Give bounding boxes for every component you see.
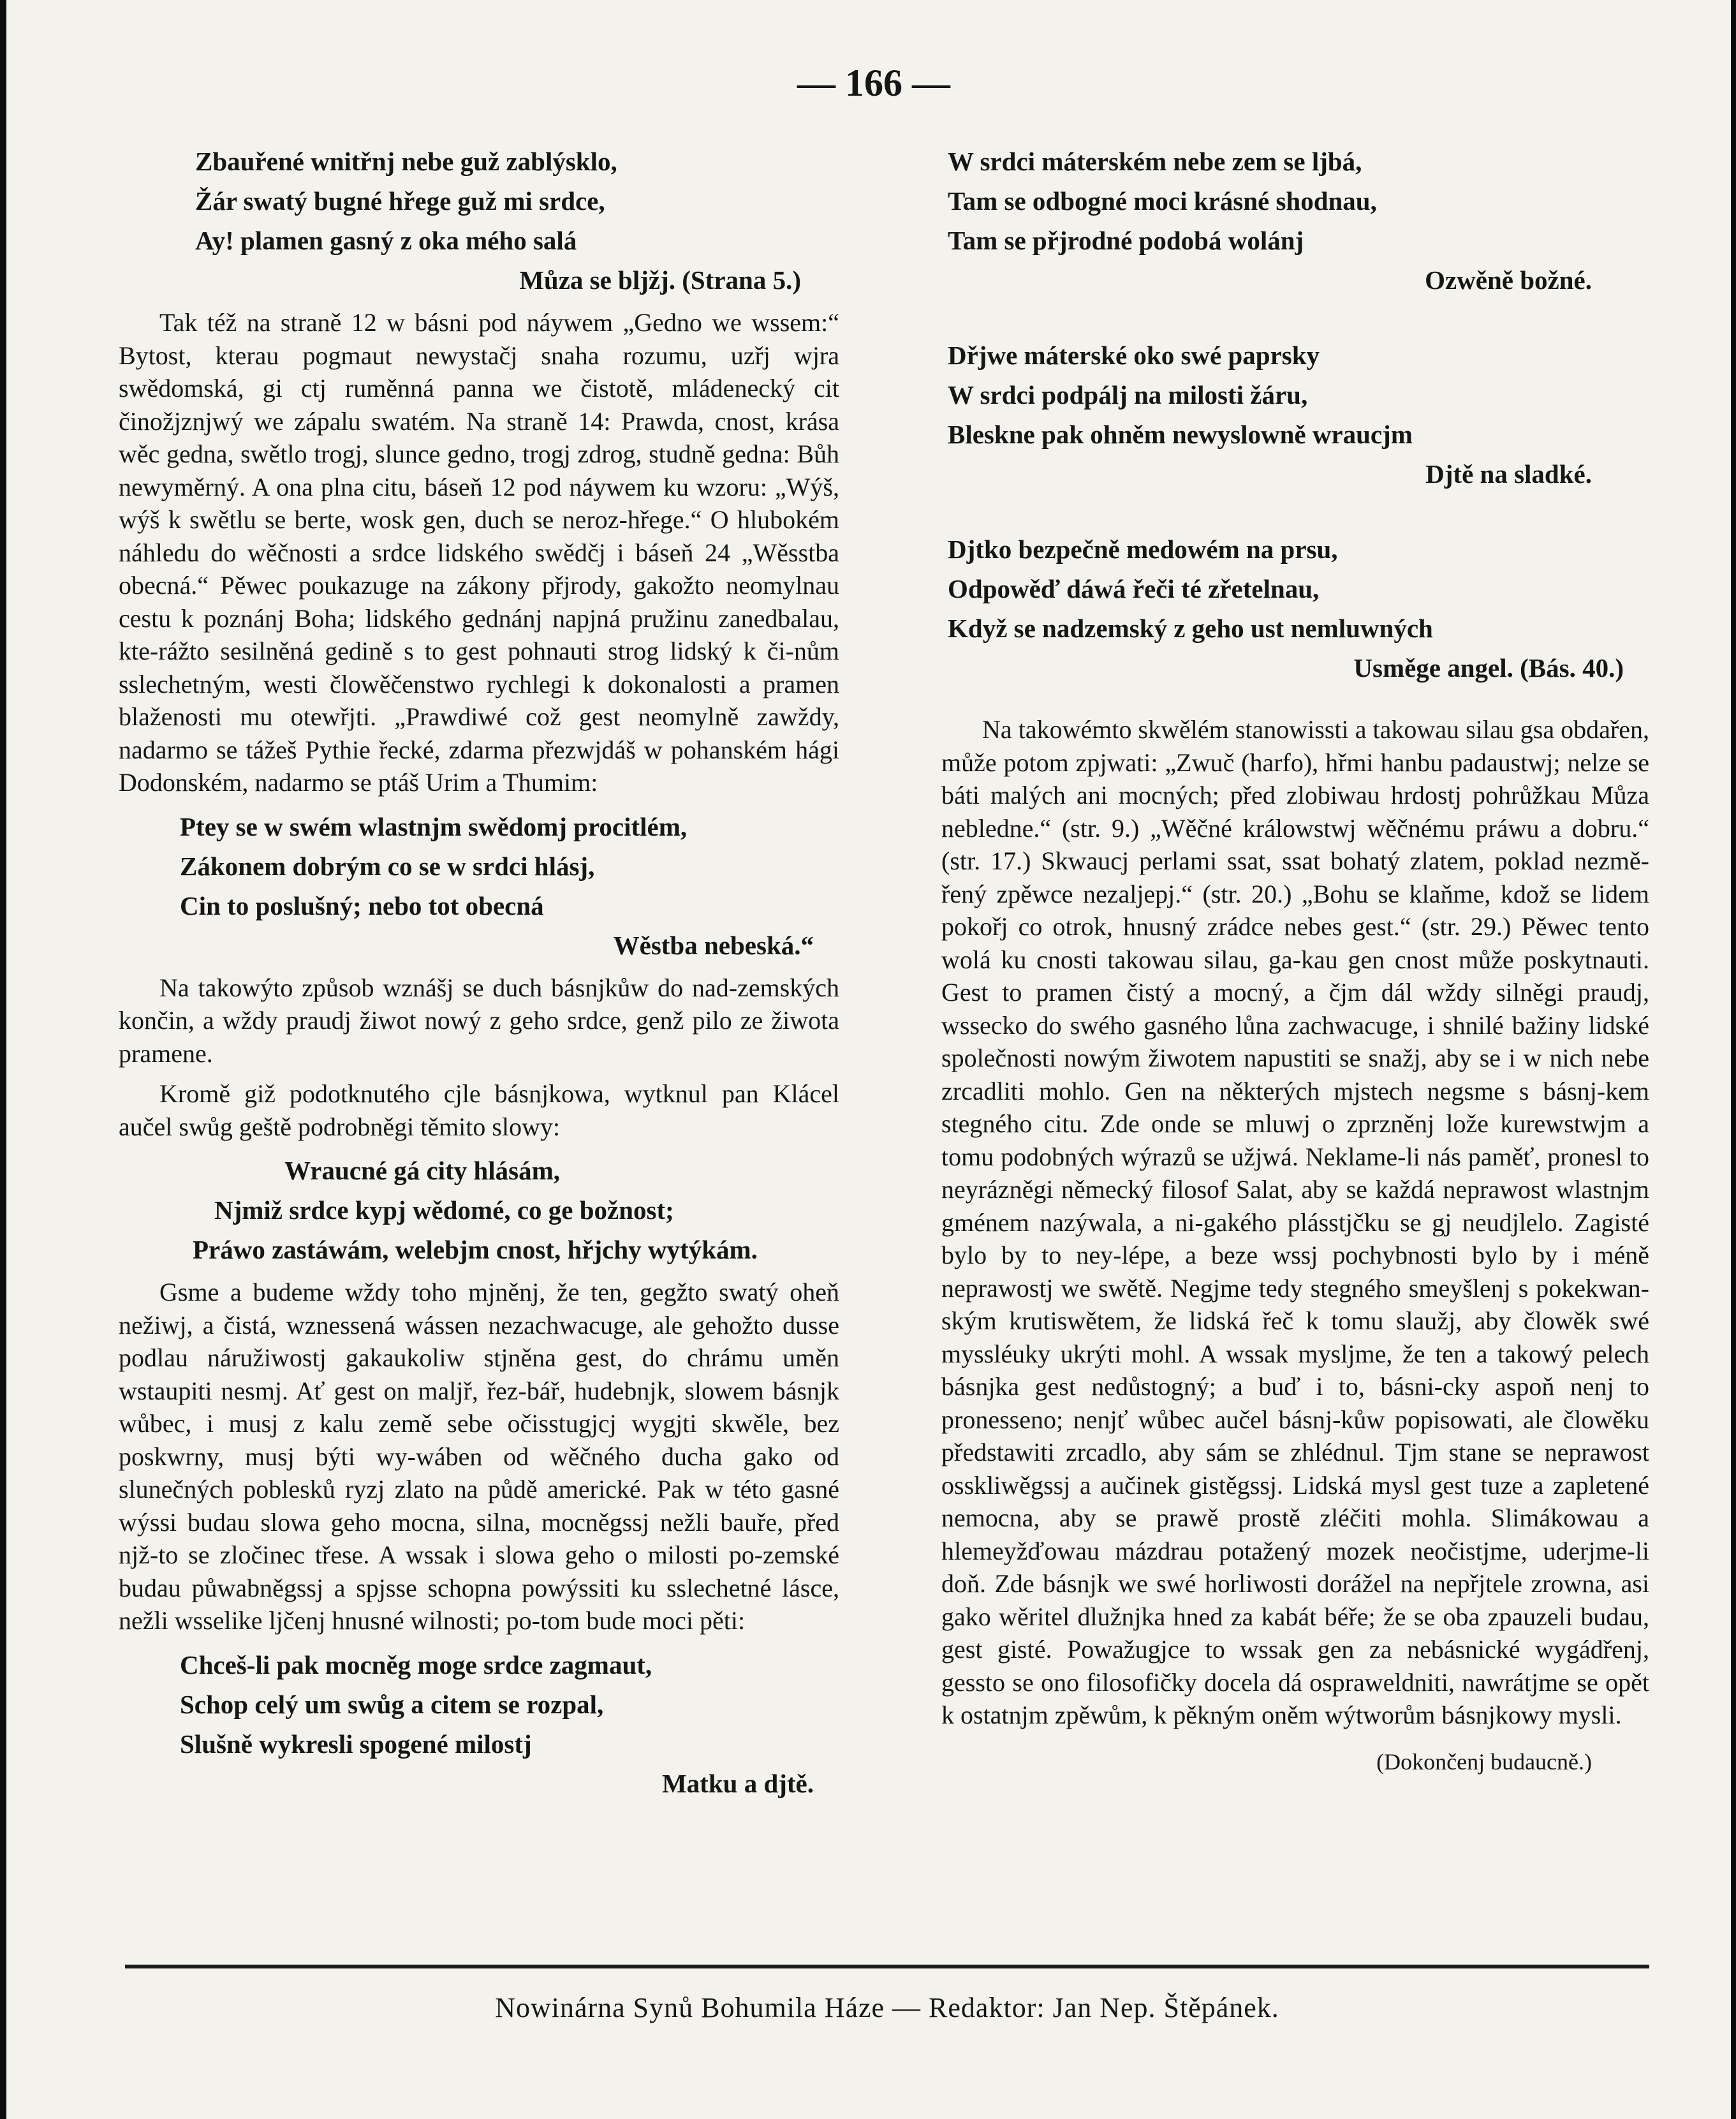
paragraph: Na takowémto skwělém stanowissti a takowau silau gsa obdařen, může potom zpjwati: „Zwuč (harfo), hřmi hanbu padaustwj; nelze se báti malých ani mocných; před zlobiwau hrdostj pohrůžkau Můza nebledne.“ (str. 9.) „Wěčné králowstwj wěčnému práwu a dobru.“ (str. 17.) Skwaucj perlami ssat, ssat bohatý zlatem, poklad nezmě-řený zpěwce nezaljepj.“ (str. 20.) „Bohu se klaňme, kdož se lidem pokořj co otrok, hnusný zrádce nebes gest.“ (str. 29.) Pěwec tento wolá ku cnosti takowau silau, ga-kau gen cnost může poskytnauti. Gest to pramen čistý a mocný, a čjm dál wždy silněgi praudj, wssecko do swého gasného lůna zachwacuge, i shnilé bažiny lidské společnosti nowým žiwotem napustiti se snažj, aby se i w nich nebe zrcadliti mohlo. Gen na některých mjstech negsme s básnj-kem stegného citu. Zde onde se mluwj o zprzněnj lože kurewstwjm a tomu podobných wýrazů se užjwá. Neklame-li nás paměť, pronesl to neyrázněgi německý filosof Salat, aby se každá neprawost wlastnjm gménem nazýwala, a ni-gakého plásstjčku se gj neudjlelo. Zagisté bylo by to ney-lépe, a beze wssj pochybnosti bylo by i méně neprawostj we swětě. Negjme tedy stegného smeyšlenj s pokekwan-ským krutiswětem, že lidská řeč k tomu slaužj, aby člowěk swé myssléuky ukrýti mohl. A wssak mysljme, že ten a takowý pelech básnjka gest nedůstogný; a buď i to, básni-cky aspoň nenj to pronesseno; nenjť wůbec aučel básnj-kůw popisowati, ale člowěku předstawiti zrcadlo, aby sám se zhlédnul. Tjm stane se neprawost osskliwěgssj a aučinek gistěgssj. Lidská mysl gest tuze a zapletené nemocna, aby se prawě prostě zléčiti mohla. Slimákowau a hlemeyžďowau mázdrau potažený mozek neočistjme, uderjme-li doň. Zde básnjk we swé horliwosti dorážel na nepřjtele zrowna, asi gako wěritel dlužnjka hned za kabát béře; že se oba zpauzeli budau, gest gisté. Powažugjce to wssak gen za nebásnické wygádřenj, gessto se ono filosofičky docela dá ospraweldniti, nawrátjme se opět k ostatnjm zpěwům, k pěkným oněm wýtworům básnjkowy mysli.	[941, 715, 1649, 1729]
poem-stanza-3	[941, 529, 1649, 688]
right-column	[941, 142, 1649, 1775]
verse-line: Bleskne pak ohněm newyslowně wraucjm	[948, 420, 1413, 449]
verse-line: Wraucné gá city hlásám,	[284, 1156, 561, 1185]
poem-quote-3	[119, 1151, 839, 1269]
verse-line: Dřjwe máterské oko swé paprsky	[948, 341, 1320, 370]
poem-stanza-1	[941, 142, 1649, 300]
newspaper-page	[6, 0, 1731, 2119]
poem-stanza-2	[941, 336, 1649, 494]
poem-quote-2	[119, 807, 839, 965]
verse-line: Slušně wykresli spogené milostj	[180, 1729, 532, 1759]
verse-line-last: Djtě na sladké.	[1425, 459, 1592, 489]
stanza-gap	[941, 300, 1649, 336]
paragraph: Na takowýto způsob wznášj se duch básnjkůw do nad-zemských končin, a wždy praudj žiwot nowý z geho srdce, genž pilo ze žiwota pramene.	[119, 973, 839, 1068]
verse-line: Ptey se w swém wlastnjm swědomj procitlém,	[180, 811, 688, 841]
verse-line: Zákonem dobrým co se w srdci hlásj,	[180, 851, 595, 881]
footer-rule	[125, 1965, 1649, 1968]
closing-note: (Dokončenj budaucně.)	[1376, 1748, 1592, 1775]
left-column	[119, 142, 839, 1803]
page-number: — 166 —	[797, 62, 950, 104]
verse-line-last: Usměge angel. (Bás. 40.)	[1353, 653, 1624, 683]
verse-line-last: Matku a djtě.	[661, 1768, 814, 1798]
verse-line: Tam se odbogné moci krásné shodnau,	[948, 186, 1377, 216]
verse-line: Cin to poslušný; nebo tot obecná	[180, 890, 544, 920]
verse-line: Schop celý um swůg a citem se rozpal,	[180, 1689, 604, 1719]
verse-line: W srdci máterském nebe zem se ljbá,	[948, 147, 1362, 176]
verse-line: W srdci podpálj na milosti žáru,	[948, 380, 1308, 410]
poem-quote-1	[119, 142, 839, 300]
verse-line: Tam se přjrodné podobá wolánj	[948, 226, 1304, 255]
verse-line: Djtko bezpečně medowém na prsu,	[948, 535, 1338, 564]
verse-line: Zbauřené wnitřnj nebe guž zablýsklo,	[195, 147, 617, 176]
verse-line-last: Můza se bljžj. (Strana 5.)	[519, 265, 801, 295]
verse-line: Když se nadzemský z geho ust nemluwných	[948, 614, 1433, 643]
verse-line: Žár swatý bugné hřege guž mi srdce,	[195, 186, 605, 216]
verse-line: Práwo zastáwám, welebjm cnost, hřjchy wytýkám.	[193, 1235, 758, 1264]
verse-line-last: Wěstba nebeská.“	[613, 930, 814, 960]
verse-line-last: Ozwěně božné.	[1425, 265, 1592, 295]
paragraph: Gsme a budeme wždy toho mjněnj, že ten, gegžto swatý oheň nežiwj, a čistá, wznessená wássen nezachwacuge, ale gehožto dusse podlau náružiwostj gakaukoliw stjněna gest, do chrámu uměn wstaupiti nesmj. Ať gest on maljř, řez-bář, hudebnjk, slowem básnjk wůbec, i musj z kalu země sebe očisstugjcj wygjti skwěle, bez poskwrny, musj býti wy-wáben od wěčného ducha gako od slunečných poblesků ryzj zlato na půdě americké. Pak w této gasné wýssi budau slowa geho mocna, silna, mocněgssj nežli bauře, před njž-to se zločinec třese. A wssak i slowa geho o milosti po-zemské budau půwabněgssj a spjsse schopna powýssiti ku sslechetné lásce, nežli wsselike ljčenj hnusné wilnosti; po-tom bude moci pěti:	[119, 1278, 839, 1635]
verse-line: Odpowěď dáwá řeči té zřetelnau,	[948, 574, 1320, 603]
paragraph: Kromě giž podotknutého cjle básnjkowa, wytknul pan Klácel aučel swůg geště podrobněgi těmito slowy:	[119, 1079, 839, 1141]
stanza-gap	[941, 494, 1649, 529]
verse-line: Chceš-li pak mocněg moge srdce zagmaut,	[180, 1650, 652, 1680]
footer-imprint: Nowinárna Synů Bohumila Háze — Redaktor: Jan Nep. Štěpánek.	[495, 1992, 1279, 2023]
verse-line: Njmiž srdce kypj wědomé, co ge božnost;	[214, 1195, 674, 1225]
paragraph: Tak též na straně 12 w básni pod náywem „Gedno we wssem:“ Bytost, kterau pogmaut newystačj snaha rozumu, uzřj wjra swědomská, gi ctj ruměnná panna we čistotě, mládenecký cit činožjznjwý we zápalu swatém. Na straně 14: Prawda, cnost, krása wěc gedna, swětlo trogj, slunce gedno, trogj zdrog, studně gedna: Bůh newyměrný. A ona plna citu, báseň 12 pod náywem ku wzoru: „Wýš, wýš k swětlu se berte, wosk gen, duch se neroz-hřege.“ O hlubokém náhledu do wěčnosti a srdce lidského swědčj i báseň 24 „Wěsstba obecná.“ Pěwec poukazuge na zákony přjrody, gakožto neomylnau cestu k poznánj Boha; lidského gednánj napjná pružinu zanedbalau, kte-rážto sesilněná gedině s to gest pohnauti strog lidský k či-nům sslechetným, westi člowěčenstwo rychlegi k dokonalosti a pramen blaženosti mu otewřjti. „Prawdiwé což gest neomylně zawždy, nadarmo se tážeš Pythie řecké, zdarma přezwjdáš w pohanském hági Dodonském, nadarmo se ptáš Urim a Thumim:	[119, 308, 839, 797]
poem-quote-4	[119, 1645, 839, 1803]
verse-line: Ay! plamen gasný z oka mého salá	[195, 226, 577, 255]
